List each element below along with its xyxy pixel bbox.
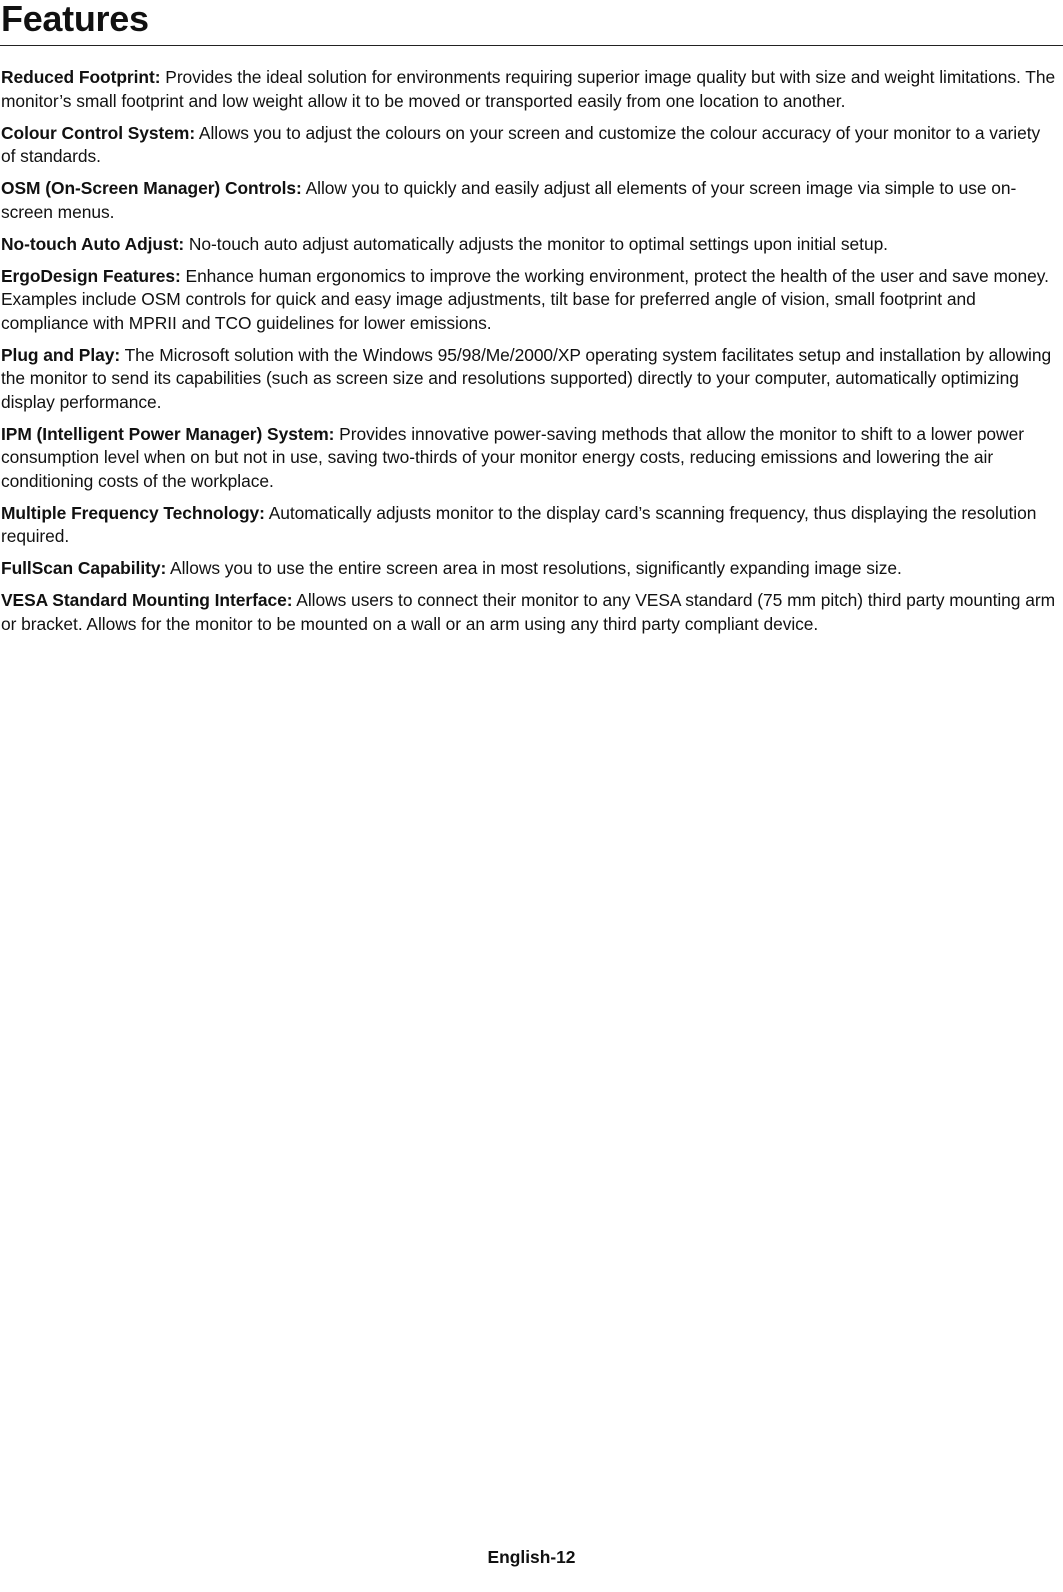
feature-term: OSM (On-Screen Manager) Controls: [1,178,302,198]
page-number: English-12 [487,1547,576,1567]
feature-term: IPM (Intelligent Power Manager) System: [1,423,335,444]
feature-list [1,66,1059,645]
feature-term: Plug and Play: [1,344,121,365]
feature-item [1,423,1059,494]
feature-description: Allows users to connect their monitor to any VESA standard (75 mm pitch) third party mounting arm or bracket. Allows for the monitor to be mounted on a wall or an arm using any third party compliant device. [1,590,1056,634]
feature-description: Allow you to quickly and easily adjust all elements of your screen image via simple to use on-screen menus. [1,178,1017,222]
feature-description: Enhance human ergonomics to improve the working environment, protect the health of the user and save money. Examples include OSM controls for quick and easy image adjustments, tilt base for preferred angle of vision, small footprint and compliance with MPRII and TCO guidelines for lower emissions. [1,265,1049,333]
feature-term: ErgoDesign Features: [1,265,181,286]
feature-description: Automatically adjusts monitor to the display card’s scanning frequency, thus displaying the resolution required. [1,502,1037,546]
feature-term: FullScan Capability: [1,558,167,578]
feature-term: Reduced Footprint: [1,67,161,87]
feature-description: No-touch auto adjust automatically adjusts the monitor to optimal settings upon initial setup. [188,233,888,254]
feature-item [1,344,1059,415]
feature-item [1,122,1059,169]
feature-item [1,557,1059,581]
feature-item [1,233,1059,257]
feature-description: Provides innovative power-saving methods that allow the monitor to shift to a lower power consumption level when on but not in use, saving two-thirds of your monitor energy costs, reducing emissions and lowering the air conditioning costs of the workplace. [1,423,1024,491]
feature-term: Colour Control System: [1,122,196,143]
feature-description: Allows you to adjust the colours on your screen and customize the colour accuracy of your monitor to a variety of standards. [1,122,1041,166]
feature-item [1,177,1059,224]
feature-item [1,589,1059,636]
feature-term: VESA Standard Mounting Interface: [1,590,293,610]
feature-item [1,265,1059,336]
feature-term: No-touch Auto Adjust: [1,233,185,254]
feature-item [1,66,1059,113]
title-divider [0,45,1063,46]
feature-term: Multiple Frequency Technology: [1,502,265,523]
feature-description: Allows you to use the entire screen area in most resolutions, significantly expanding image size. [170,558,902,578]
feature-description: Provides the ideal solution for environments requiring superior image quality but with size and weight limitations. The monitor’s small footprint and low weight allow it to be moved or transported easily from one location to another. [1,67,1056,111]
feature-item [1,502,1059,549]
page-title: Features [1,0,149,39]
feature-description: The Microsoft solution with the Windows 95/98/Me/2000/XP operating system facilitates setup and installation by allowing the monitor to send its capabilities (such as screen size and resolutions supported) directly to your computer, automatically optimizing display performance. [1,344,1052,412]
